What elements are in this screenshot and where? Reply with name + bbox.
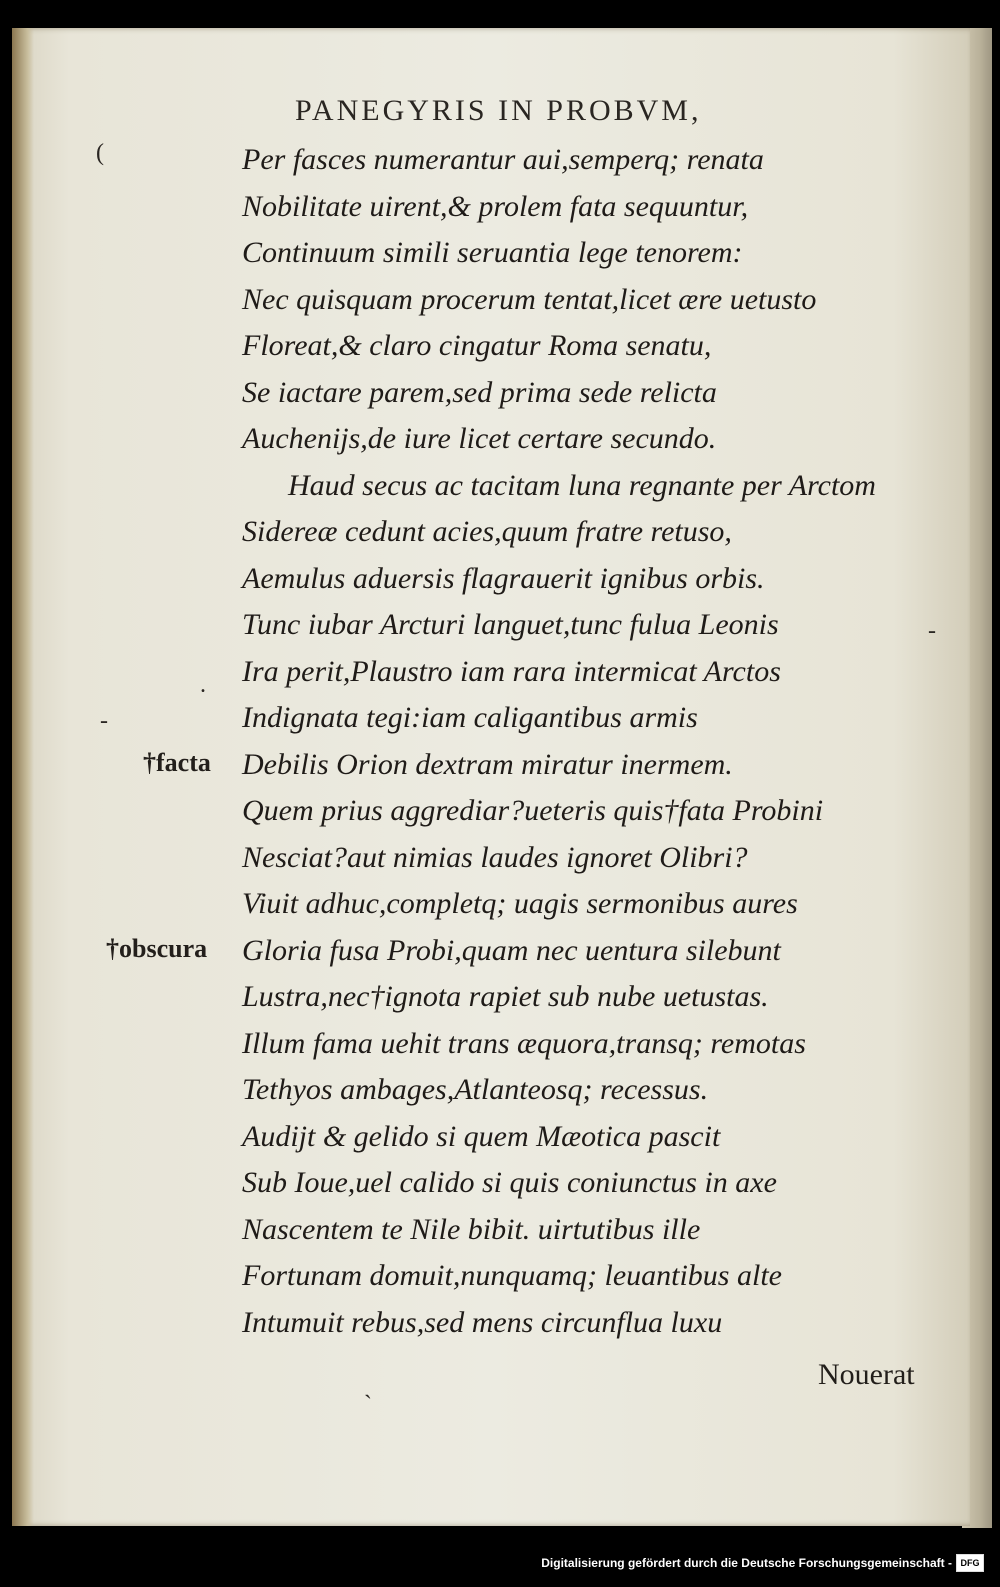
verse-line: Tethyos ambages,Atlanteosq; recessus.	[242, 1073, 709, 1106]
verse-line: Quem prius aggrediar?ueteris quis†fata Probini	[242, 794, 824, 827]
stray-mark: (	[96, 140, 104, 166]
funding-credit: Digitalisierung gefördert durch die Deutsche Forschungsgemeinschaft -	[541, 1556, 952, 1570]
stray-mark: -	[928, 618, 936, 644]
dfg-logo-icon: DFG	[956, 1554, 984, 1572]
verse-line: Nobilitate uirent,& prolem fata sequuntur,	[242, 190, 749, 223]
verse-line: Gloria fusa Probi,quam nec uentura silebunt	[242, 934, 781, 967]
stray-mark: .	[200, 672, 206, 698]
verse-line: Illum fama uehit trans æquora,transq; remotas	[242, 1027, 806, 1060]
running-title: PANEGYRIS IN PROBVM,	[295, 94, 702, 127]
verse-line: Nec quisquam procerum tentat,licet ære uetusto	[242, 283, 817, 316]
verse-line: Indignata tegi:iam caligantibus armis	[242, 701, 698, 734]
verse-line: Ira perit,Plaustro iam rara intermicat Arctos	[242, 655, 781, 688]
verse-line: Fortunam domuit,nunquamq; leuantibus alte	[242, 1259, 782, 1292]
stray-mark: `	[364, 1392, 372, 1418]
verse-line: Intumuit rebus,sed mens circunflua luxu	[242, 1306, 723, 1339]
verse-line: Nascentem te Nile bibit. uirtutibus ille	[242, 1213, 701, 1246]
catchword: Nouerat	[818, 1358, 915, 1391]
verse-line: Auchenijs,de iure licet certare secundo.	[242, 422, 717, 455]
verse-line: Audijt & gelido si quem Mæotica pascit	[242, 1120, 721, 1153]
verse-line: Continuum simili seruantia lege tenorem:	[242, 236, 743, 269]
verse-line: Debilis Orion dextram miratur inermem.	[242, 748, 733, 781]
verse-line: Sub Ioue,uel calido si quis coniunctus in axe	[242, 1166, 777, 1199]
verse-line: Floreat,& claro cingatur Roma senatu,	[242, 329, 712, 362]
verse-line: Haud secus ac tacitam luna regnante per Arctom	[288, 469, 876, 502]
verse-line: Aemulus aduersis flagrauerit ignibus orbis.	[242, 562, 765, 595]
margin-note-obscura: †obscura	[106, 934, 208, 963]
verse-line: Se iactare parem,sed prima sede relicta	[242, 376, 717, 409]
verse-line: Lustra,nec†ignota rapiet sub nube uetustas.	[242, 980, 769, 1013]
verse-line: Nesciat?aut nimias laudes ignoret Olibri?	[242, 841, 748, 874]
verse-line: Sidereæ cedunt acies,quum fratre retuso,	[242, 515, 732, 548]
margin-note-facta: †facta	[143, 748, 211, 777]
verse-line: Per fasces numerantur aui,semperq; renata	[242, 143, 764, 176]
verse-line: Tunc iubar Arcturi languet,tunc fulua Leonis	[242, 608, 779, 641]
stray-mark: -	[100, 708, 108, 734]
verse-line: Viuit adhuc,completq; uagis sermonibus aures	[242, 887, 798, 920]
page-gutter-shadow	[12, 28, 34, 1526]
